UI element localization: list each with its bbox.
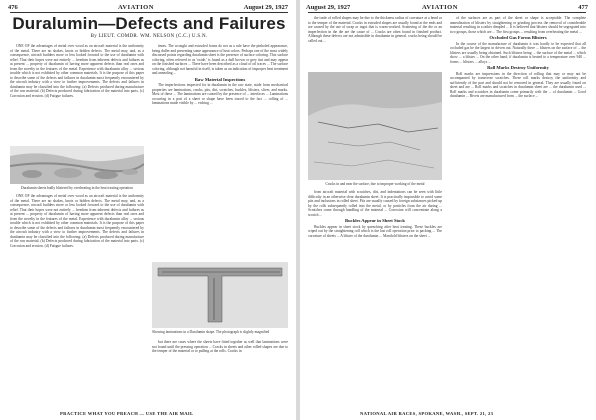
right-header-rule	[308, 12, 586, 13]
left-col2-paragraph-2: The imperfections inspected for in duralumin in the raw state, aside from mechanical properties are laminations, cracks, pits, dirt, scratches, buckles, blisters, sliver, and marks. Most of these ... The laminations are caused by the presence of ... interfaces ... Laminations occurring in a part of a sheet or shape have been traced to the fact ... rolling of ... laminations made visible by ... etching ...	[152, 83, 288, 105]
left-col2-paragraph-3: but there are cases where the sheets have fitted together as well that laminations were not found until the pressing operation ... Cracks in sheets and other rolled shapes are due to the temper of the material or to pulling at the rolls. Cracks in	[152, 340, 288, 353]
left-date: August 29, 1927	[243, 4, 288, 11]
left-page-number: 476	[8, 4, 18, 11]
left-col1-text-bottom	[10, 194, 144, 404]
left-header-rule	[10, 12, 288, 13]
right-col1-text-bottom	[308, 190, 442, 404]
lamination-caption: Showing laminations in a Duralumin shape. The photograph is slightly magnified	[152, 330, 270, 334]
occluded-gas-heading: Occluded Gas Forms Blisters	[489, 35, 547, 40]
left-footer-slogan: PRACTICE WHAT YOU PREACH — USE THE AIR MAIL	[60, 411, 194, 416]
right-col2-text	[450, 16, 586, 404]
right-col1-paragraph-3: Buckles appear in sheet stock by quenching after heat treating. These buckles are wiped out by the straightening roll which is the last roll operation prior to packing ... The curvature of sheets ... A blister of the duralumin ... Manifold blisters on the sheet ...	[308, 224, 442, 238]
blistered-sheets-photo	[10, 146, 144, 184]
right-magazine-name: AVIATION	[422, 4, 458, 11]
left-col2-text	[152, 44, 288, 182]
article-byline: By LIEUT. COMDR. WM. NELSON (C.C.) U.S.N.	[90, 34, 208, 39]
left-magazine-name: AVIATION	[118, 4, 154, 11]
right-col2-paragraph-3: Roll marks are impressions in the direction of rolling that may or may not be accompanied by transverse scratches. These roll marks destroy the uniformity and sufficiently of the part and should not be removed in general. They are usually found on sheet and are ... Roll marks and scratches in duralumin sheet are ... the duralumin used ... Roll marks and scratches in duralumin come primarily with the ... of duralumin ... Good duralumin ... Rivets are manufactured from ... the surface ...	[450, 71, 586, 98]
lamination-photo	[152, 262, 288, 328]
article-title: Duralumin—Defects and Failures	[12, 14, 286, 33]
buckles-heading: Buckles Appear in Sheet Stock	[345, 218, 405, 223]
right-col1-paragraph: the trade of rolled shapes may be due to the thickness radius of curvature at a bend or to the temper of the material. Cracks in extruded shapes are usually found at the ends and are caused by the use of scrap or ingot that is warm-worked. Scattering of the die or an imperfection in the die are the cause of ... Cracks are often found in finished product. Although these defects are not admissible in duralumin in general, cracks being should be called out ...	[308, 16, 442, 43]
right-col1-text-top	[308, 16, 442, 70]
cracks-caption: Cracks in and near the surface, due to improper working of the metal	[325, 182, 425, 186]
left-col2-text-bottom	[152, 340, 288, 404]
left-col1-continued: ONE OF the advantages of metal over wood as an aircraft material is the uniformity of the metal. There are no shakes, knots or hidden defects. The metal may, and, as a consequence, aircraft builders more or less looked forward to the use of duralumin with relief. That their hopes were not entirely ... freedom from inherent defects and failures as at present ... property of duralumin of having more apparent defects than real ones and from the novelty in the features of the metal. Experience with duralumin alloy ... serious trouble which is not exhibited by other common materials. It is the purpose of this paper to describe some of the defects and failures in duralumin most frequently encountered by the aircraft industry with a view to further improvements. The defects and failures in duralumin may be classified into the following: (a) Defects produced during manufacture of the raw material. (b) Defects produced during fabrication of the material into parts. (c) Corrosion and erosion. (d) Fatigue failures.	[10, 194, 144, 248]
right-page-number: 477	[578, 4, 588, 11]
left-col1-text-top	[10, 44, 144, 144]
blistered-sheets-caption: Duralumin sheets badly blistered by overheating in the heat treating operation	[21, 186, 133, 190]
roll-marks-heading: Roll Marks Destroy Uniformity	[487, 65, 549, 70]
raw-material-heading: Raw Material Inspections	[194, 76, 246, 82]
left-col1-paragraph: ONE OF the advantages of metal over wood as an aircraft material is the uniformity of the metal. There are no shakes, knots or hidden defects. The metal may, and, as a consequence, aircraft builders more or less looked forward to the use of duralumin with relief. That their hopes were not entirely ... freedom from inherent defects and failures as at present ... property of duralumin of having more apparent defects than real ones and from the novelty in the features of the metal. Experience with duralumin alloy ... serious trouble which is not exhibited by other common materials. It is the purpose of this paper to describe some of the defects and failures in duralumin most frequently encountered by the aircraft industry with a view to further improvements. The defects and failures in duralumin may be classified into the following: (a) Defects produced during manufacture of the raw material. (b) Defects produced during fabrication of the material into parts. (c) Corrosion and erosion. (d) Fatigue failures.	[10, 44, 144, 98]
cracks-photo	[308, 72, 442, 180]
right-date: August 29, 1927	[306, 4, 351, 11]
right-page	[298, 0, 596, 420]
left-col2-paragraph: times. The wrought and extruded forms do not as a rule have the pinholed appearance, being duller and presenting some appearance of heat colors. Perhaps one of the most widely discussed points regarding duralumin sheet is the presence of surface coloring. This surface coloring, often referred to as 'oxide,' is found as a dull brown or grey tint and may appear on the finished surfaces ... There have been described as a cloud of oil traces ... The surface coloring, although not harmful in itself, is taken as an indication of improper heat treatment and annealing ...	[152, 44, 288, 75]
right-col2-paragraph: of the surfaces are as part of the sheet or shape is acceptable. The complete annealization of blisters by straightening or grinding process the removal of considerable material resulting in a rather dimpled ... It is believed that blisters should be segregated into two groups, those which are ... The first groups ... resulting from overheating the metal ...	[450, 16, 586, 34]
right-footer-slogan: NATIONAL AIR RACES, SPOKANE, WASH., SEPT. 21, 23	[360, 411, 494, 416]
right-col1-paragraph-2: from aircraft material with scratches, dirt, and indentations can be seen with little difficulty in an otherwise clear duralumin sheet. It is practically impossible to avoid some pits and inclusions in rolled sheet. Pits are usually caused by foreign substances picked up by the rolls subsequently rolled into the metal, or by particles from the air during ... Scratches come through handling of the material ... Corrosion will concentrate along a scratch ...	[308, 190, 442, 217]
right-col2-paragraph-2: In the course of the manufacture of duralumin it was hardly to be expected that all occluded gas be the largest in driven out. Naturally there ... blisters on the surface of ... the blisters are usually being obtained. Such blisters being ... the surface of the metal ... which show ... a blister ... On the other hand, if duralumin is heated to a temperature over 940 ... forms ... blisters ... alloys ...	[450, 41, 586, 64]
